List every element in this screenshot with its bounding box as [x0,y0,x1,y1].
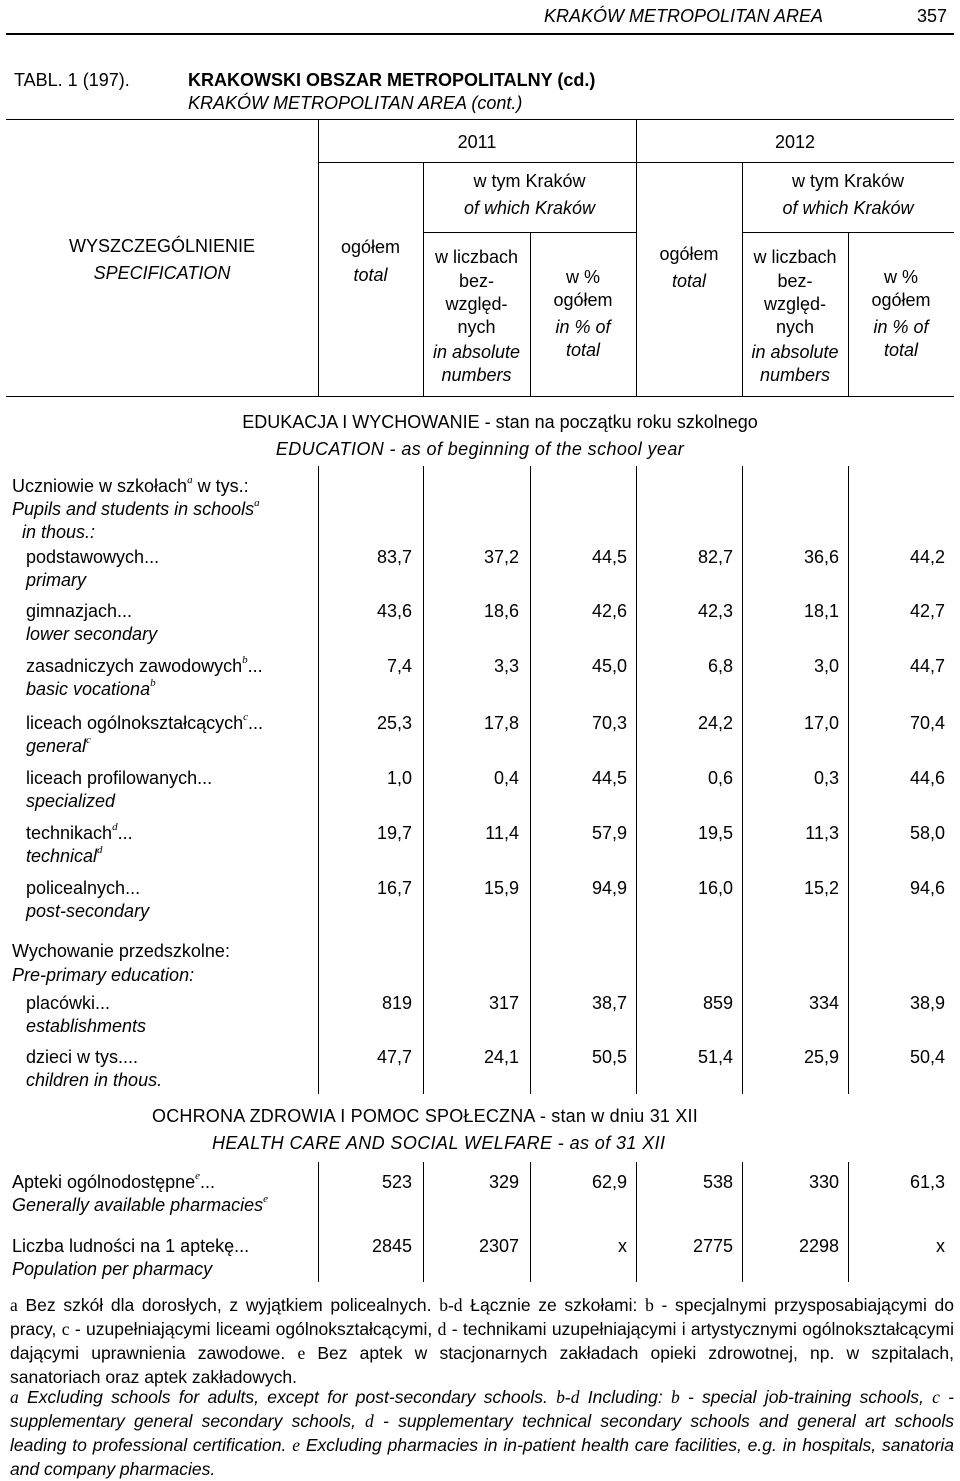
incl-krakow-en: of which Kraków [782,198,914,218]
footnote-text: - special job-training schools, [679,1387,933,1407]
table-top-rule [6,119,954,120]
incl-krakow-pl: w tym Kraków [473,171,586,191]
section-education-pl: EDUKACJA I WYCHOWANIE - stan na początku roku szkolnego [242,412,758,432]
table-cell: 24,1 [483,1047,519,1067]
row-label-pl: Apteki ogólnodostępne$^e$... [12,1170,216,1192]
abs-pl-3: względ- [445,294,508,314]
table-cell: 44,5 [591,768,627,788]
pct-pl-1: w % [883,267,918,287]
incl-krakow-pl: w tym Kraków [791,171,905,191]
footnote-mark: b-d [556,1387,580,1407]
table-cell: 50,5 [591,1047,627,1067]
table-cell: 523 [381,1172,412,1192]
table-cell: 42,3 [697,601,733,621]
running-header-title: KRAKÓW METROPOLITAN AREA [544,6,824,26]
header-rule-incl [423,232,636,233]
footnotes-pl [10,1293,954,1389]
table-cell: 330 [808,1172,839,1192]
footnote-text: Excluding pharmacies in in-patient health care facilities, e.g. in hospitals, sanatoria and company pharmacies. [10,1435,954,1479]
row-label-en: primary [26,570,87,590]
table-cell: 11,3 [805,823,839,843]
table-cell: 17,8 [483,713,519,733]
footnote-mark: d [365,1411,374,1431]
header-rule [6,33,954,35]
abs-en-1: in absolute [751,342,839,362]
footnote-mark: b [645,1295,654,1315]
table-cell: 38,9 [909,993,945,1013]
table-cell: 1,0 [386,768,412,788]
table-cell: 62,9 [591,1172,627,1192]
table-cell: 70,3 [591,713,627,733]
row-label-pl: liceach profilowanych... [26,768,213,788]
pct-en-2: total [565,340,601,360]
table-cell: x [936,1236,945,1256]
table-cell: 2845 [371,1236,412,1256]
body-divider [318,1162,319,1282]
footnote-text: Excluding schools for adults, except for post-secondary schools. [18,1387,557,1407]
group-preschool-pl: Wychowanie przedszkolne: [12,941,230,961]
row-label-pl: policealnych... [26,878,141,898]
header-divider [848,232,849,396]
table-label: TABL. 1 (197). [14,70,130,90]
table-cell: 15,2 [803,878,839,898]
body-divider [423,1162,424,1282]
footnote-text: Including: [579,1387,671,1407]
total-en: total [671,271,707,291]
row-label-en: children in thous. [26,1070,163,1090]
table-cell: 51,4 [697,1047,733,1067]
row-label-pl: placówki... [26,993,111,1013]
table-cell: 11,4 [485,823,519,843]
table-cell: 18,6 [483,601,519,621]
body-divider [848,1162,849,1282]
table-cell: 42,7 [909,601,945,621]
table-cell: 334 [808,993,839,1013]
abs-pl-1: w liczbach [434,247,519,267]
total-pl: ogółem [340,237,401,257]
footnote-text: - supplementary technical secondary schools and general art schools leading to professional certification. [10,1411,954,1455]
body-divider [636,466,637,1094]
footnote-text: - specjalnymi przysposabiającymi do pracy, [10,1295,954,1339]
table-cell: 25,3 [376,713,412,733]
footnote-mark: c [61,1319,70,1339]
table-cell: 7,4 [386,656,412,676]
abs-pl-2: bez- [458,271,494,291]
body-divider [636,1162,637,1282]
table-cell: 3,3 [493,656,519,676]
table-cell: 19,5 [697,823,733,843]
footnote-mark: e [297,1343,306,1363]
footnote-text: Bez szkół dla dorosłych, z wyjątkiem policealnych. [17,1295,440,1315]
body-divider [742,466,743,1094]
spec-header-en: SPECIFICATION [93,263,231,283]
row-label-pl: technikach$^d$... [26,821,133,843]
footnote-text: Bez aptek w stacjonarnych zakładach opieki zdrowotnej, np. w szpitalach, sanatoriach oraz aptek zakładowych. [10,1343,954,1387]
abs-pl-3: względ- [763,294,827,314]
footnote-mark: a [10,1387,19,1407]
footnote-text: - supplementary general secondary schools, [10,1387,954,1431]
spec-header-pl: WYSZCZEGÓLNIENIE [68,236,256,256]
table-cell: 44,6 [909,768,945,788]
body-divider [318,466,319,1094]
table-cell: 83,7 [376,547,412,567]
table-title-en: KRAKÓW METROPOLITAN AREA (cont.) [188,93,523,113]
group-pupils-pl: Uczniowie w szkołach$^a$ w tys.: [12,474,249,496]
table-cell: 2775 [692,1236,733,1256]
footnote-text: - uzupełniającymi liceami ogólnokształcącymi, [69,1319,438,1339]
total-en: total [353,265,388,285]
table-cell: 44,2 [909,547,945,567]
table-cell: 2307 [478,1236,519,1256]
table-cell: 0,6 [707,768,733,788]
body-divider [530,1162,531,1282]
table-cell: 94,9 [591,878,627,898]
group-preschool-en: Pre-primary education: [12,965,195,985]
body-divider [423,466,424,1094]
section-health-pl: OCHRONA ZDROWIA I POMOC SPOŁECZNA - stan w dniu 31 XII [152,1106,698,1126]
year-2012: 2012 [774,132,816,152]
section-education-en: EDUCATION - as of beginning of the school year [275,439,685,459]
footnote-mark: d [437,1319,447,1339]
table-cell: 58,0 [909,823,945,843]
pct-pl-2: ogółem [553,290,613,310]
footnote-mark: c [932,1387,940,1407]
pct-en-1: in % of [555,317,611,337]
table-cell: 25,9 [803,1047,839,1067]
footnote-mark: a [10,1295,18,1315]
row-label-en: post-secondary [26,901,150,921]
header-bottom-rule [6,396,954,397]
row-label-en: basic vocationa$^b$ [26,677,156,699]
pct-en-2: total [883,340,919,360]
abs-en-1: in absolute [432,342,521,362]
footnote-mark: b [670,1387,680,1407]
row-label-en: specialized [26,791,116,811]
table-cell: 859 [702,993,733,1013]
table-cell: 37,2 [483,547,519,567]
row-label-en: lower secondary [26,624,158,644]
table-cell: x [618,1236,627,1256]
table-cell: 82,7 [697,547,733,567]
body-divider [848,466,849,1094]
row-label-en: Population per pharmacy [12,1259,213,1279]
year-2011: 2011 [457,132,497,152]
table-cell: 6,8 [707,656,733,676]
table-cell: 24,2 [697,713,733,733]
abs-en-2: numbers [759,365,831,385]
row-label-pl: Liczba ludności na 1 aptekę... [12,1236,250,1256]
body-divider [742,1162,743,1282]
row-label-pl: zasadniczych zawodowych$^b$... [26,654,263,676]
row-label-en: technical$^d$ [26,844,103,866]
row-label-en: general$^c$ [26,734,91,756]
table-cell: 36,6 [803,547,839,567]
footnote-text: Łącznie ze szkołami: [462,1295,646,1315]
pct-en-1: in % of [873,317,929,337]
row-label-pl: dzieci w tys.... [26,1047,139,1067]
table-cell: 0,3 [813,768,839,788]
table-cell: 44,5 [591,547,627,567]
total-pl: ogółem [659,244,719,264]
table-cell: 44,7 [909,656,945,676]
table-cell: 70,4 [909,713,945,733]
page-number: 357 [917,6,948,26]
incl-krakow-en: of which Kraków [463,198,596,218]
table-cell: 819 [381,993,412,1013]
table-cell: 16,7 [376,878,412,898]
row-label-pl: gimnazjach... [26,601,133,621]
table-cell: 47,7 [376,1047,412,1067]
table-cell: 94,6 [909,878,945,898]
row-label-en: Generally available pharmacies$^e$ [12,1193,269,1215]
table-cell: 17,0 [803,713,839,733]
table-cell: 317 [488,993,519,1013]
row-label-pl: liceach ogólnokształcących$^c$... [26,711,264,733]
abs-pl-4: nych [457,317,496,337]
table-title-pl: KRAKOWSKI OBSZAR METROPOLITALNY (cd.) [188,70,596,90]
table-cell: 2298 [798,1236,839,1256]
table-cell: 42,6 [591,601,627,621]
pct-pl-1: w % [565,267,600,287]
header-divider [318,119,319,396]
abs-pl-1: w liczbach [753,247,837,267]
header-rule-years [318,162,954,163]
row-label-pl: podstawowych... [26,547,160,567]
table-cell: 3,0 [813,656,839,676]
abs-pl-4: nych [775,317,815,337]
table-cell: 61,3 [909,1172,945,1192]
footnote-mark: b-d [439,1295,463,1315]
table-cell: 329 [488,1172,519,1192]
pct-pl-2: ogółem [871,290,931,310]
table-cell: 57,9 [591,823,627,843]
table-cell: 45,0 [591,656,627,676]
footnote-text: - technikami uzupełniającymi i artystycznymi ogólnokształcącymi dającymi uprawnienia zawodowe. [10,1319,954,1363]
section-health-en: HEALTH CARE AND SOCIAL WELFARE - as of 31 XII [212,1133,666,1153]
table-cell: 43,6 [376,601,412,621]
table-cell: 18,1 [803,601,839,621]
table-cell: 38,7 [591,993,627,1013]
footnotes-en [10,1385,954,1481]
header-rule-incl [742,232,954,233]
body-divider [530,466,531,1094]
table-cell: 50,4 [909,1047,945,1067]
row-label-en: establishments [26,1016,147,1036]
footnote-mark: e [292,1435,300,1455]
table-cell: 0,4 [493,768,519,788]
table-cell: 16,0 [697,878,733,898]
group-pupils-en-2: in thous.: [22,522,96,542]
table-cell: 538 [702,1172,733,1192]
abs-pl-2: bez- [777,271,813,291]
group-pupils-en: Pupils and students in schools$^a$ [12,497,260,519]
abs-en-2: numbers [441,365,512,385]
table-cell: 19,7 [376,823,412,843]
table-cell: 15,9 [483,878,519,898]
header-divider [530,232,531,396]
